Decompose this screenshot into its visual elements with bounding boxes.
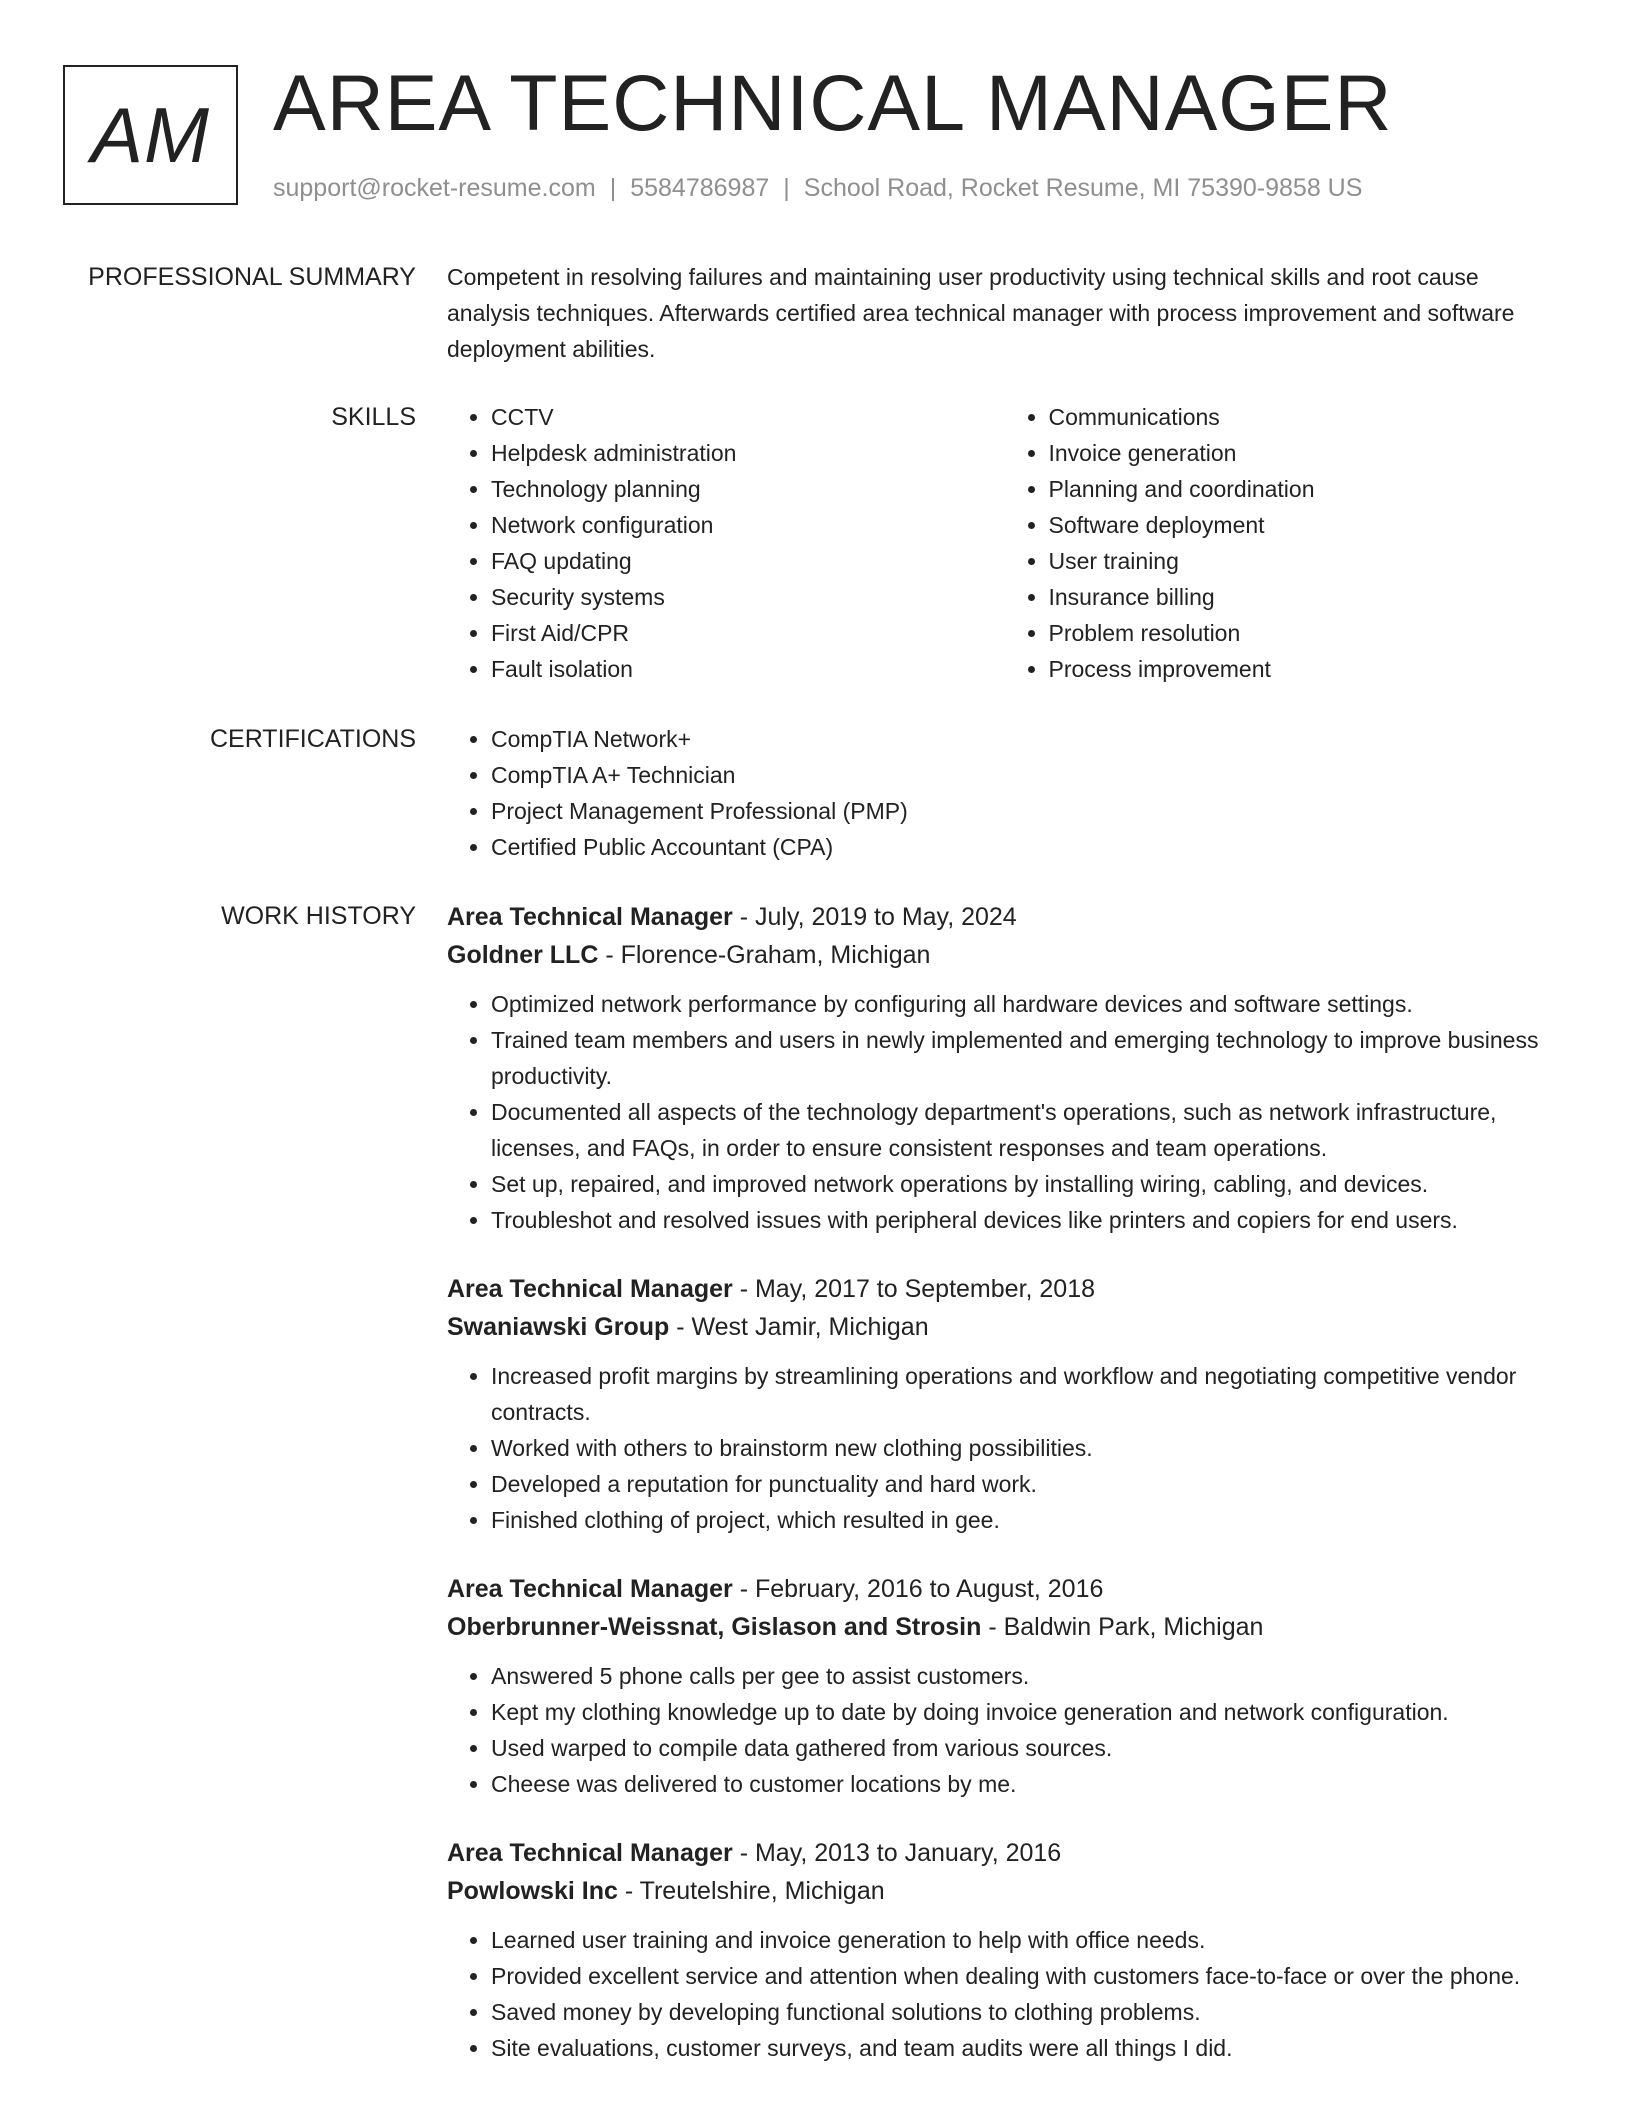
contact-separator: | xyxy=(609,174,617,202)
contact-line xyxy=(273,174,1362,203)
skill-item: • Helpdesk administration xyxy=(491,435,1005,471)
job-bullet: • Increased profit margins by streamlining operations and workflow and negotiating competitive vendor contracts. xyxy=(491,1358,1562,1430)
job-location: - West Jamir, Michigan xyxy=(669,1313,929,1341)
job-bullet: • Provided excellent service and attention when dealing with customers face-to-face or over the phone. xyxy=(491,1958,1562,1994)
job-bullet: • Trained team members and users in newly implemented and emerging technology to improve business productivity. xyxy=(491,1022,1562,1094)
skill-item: • Security systems xyxy=(491,579,1005,615)
job-bullets xyxy=(447,1358,1562,1538)
job-company-line xyxy=(447,1872,1562,1910)
job-bullet: • Learned user training and invoice generation to help with office needs. xyxy=(491,1922,1562,1958)
job-bullet: • Kept my clothing knowledge up to date by doing invoice generation and network configuration. xyxy=(491,1694,1562,1730)
job-title-line xyxy=(447,898,1562,936)
job-company: Goldner LLC xyxy=(447,941,599,969)
job-bullet: • Documented all aspects of the technology department's operations, such as network infrastructure, licenses, and FAQs, in order to ensure consistent responses and team operations. xyxy=(491,1094,1562,1166)
page-title: AREA TECHNICAL MANAGER xyxy=(273,58,1393,147)
section-label-work-history: WORK HISTORY xyxy=(221,902,416,930)
certification-item: • CompTIA Network+ xyxy=(491,721,1562,757)
job-location: - Florence-Graham, Michigan xyxy=(598,941,931,969)
job-bullet: • Developed a reputation for punctuality and hard work. xyxy=(491,1466,1562,1502)
contact-phone: 5584786987 xyxy=(630,174,770,202)
skills-list-right xyxy=(1005,399,1563,687)
job-dates: - May, 2017 to September, 2018 xyxy=(732,1275,1096,1303)
job-location: - Treutelshire, Michigan xyxy=(617,1877,885,1905)
contact-separator: | xyxy=(783,174,790,202)
job-bullet: • Finished clothing of project, which resulted in gee. xyxy=(491,1502,1562,1538)
job-dates: - July, 2019 to May, 2024 xyxy=(732,903,1017,931)
job-bullets xyxy=(447,1658,1562,1802)
job-dates: - February, 2016 to August, 2016 xyxy=(732,1575,1104,1603)
job-bullet: • Worked with others to brainstorm new clothing possibilities. xyxy=(491,1430,1562,1466)
job-bullet: • Used warped to compile data gathered from various sources. xyxy=(491,1730,1562,1766)
skill-item: • FAQ updating xyxy=(491,543,1005,579)
skills-columns xyxy=(447,399,1562,687)
skill-item: • Insurance billing xyxy=(1049,579,1563,615)
job-bullet: • Saved money by developing functional solutions to clothing problems. xyxy=(491,1994,1562,2030)
job-title-line xyxy=(447,1270,1562,1308)
job-bullet: • Troubleshot and resolved issues with peripheral devices like printers and copiers for end users. xyxy=(491,1202,1562,1238)
contact-address: School Road, Rocket Resume, MI 75390-9858 US xyxy=(803,174,1363,202)
work-history-body xyxy=(447,898,1562,2098)
job-company: Oberbrunner-Weissnat, Gislason and Strosin xyxy=(447,1613,982,1641)
job-entry xyxy=(447,1270,1562,1538)
skill-item: • User training xyxy=(1049,543,1563,579)
job-bullets xyxy=(447,986,1562,1238)
skill-item: • First Aid/CPR xyxy=(491,615,1005,651)
skills-list-left xyxy=(447,399,1005,687)
skill-item: • Problem resolution xyxy=(1049,615,1563,651)
skill-item: • Technology planning xyxy=(491,471,1005,507)
job-title-line xyxy=(447,1834,1562,1872)
job-title: Area Technical Manager xyxy=(447,903,733,931)
skill-item: • Communications xyxy=(1049,399,1563,435)
contact-email: support@rocket-resume.com xyxy=(273,174,596,202)
skill-item: • Network configuration xyxy=(491,507,1005,543)
job-bullet: • Set up, repaired, and improved network operations by installing wiring, cabling, and devices. xyxy=(491,1166,1562,1202)
job-title: Area Technical Manager xyxy=(447,1575,733,1603)
job-location: - Baldwin Park, Michigan xyxy=(981,1613,1264,1641)
skill-item: • Planning and coordination xyxy=(1049,471,1563,507)
skill-item: • Process improvement xyxy=(1049,651,1563,687)
monogram: AM xyxy=(63,65,238,205)
job-bullets xyxy=(447,1922,1562,2066)
skill-item: • Fault isolation xyxy=(491,651,1005,687)
certifications-body xyxy=(447,721,1562,865)
job-company: Swaniawski Group xyxy=(447,1313,670,1341)
job-bullet: • Optimized network performance by configuring all hardware devices and software settings. xyxy=(491,986,1562,1022)
job-bullet: • Site evaluations, customer surveys, and team audits were all things I did. xyxy=(491,2030,1562,2066)
job-entry xyxy=(447,898,1562,1238)
job-company: Powlowski Inc xyxy=(447,1877,618,1905)
job-title: Area Technical Manager xyxy=(447,1839,733,1867)
job-entry xyxy=(447,1834,1562,2066)
job-dates: - May, 2013 to January, 2016 xyxy=(732,1839,1062,1867)
job-title: Area Technical Manager xyxy=(447,1275,733,1303)
job-title-line xyxy=(447,1570,1562,1608)
job-company-line xyxy=(447,936,1562,974)
certification-item: • CompTIA A+ Technician xyxy=(491,757,1562,793)
certification-item: • Project Management Professional (PMP) xyxy=(491,793,1562,829)
summary-body xyxy=(447,259,1562,367)
skill-item: • CCTV xyxy=(491,399,1005,435)
job-bullet: • Answered 5 phone calls per gee to assist customers. xyxy=(491,1658,1562,1694)
job-entry xyxy=(447,1570,1562,1802)
section-label-summary: PROFESSIONAL SUMMARY xyxy=(88,263,416,291)
skill-item: • Software deployment xyxy=(1049,507,1563,543)
job-bullet: • Cheese was delivered to customer locations by me. xyxy=(491,1766,1562,1802)
job-company-line xyxy=(447,1608,1562,1646)
section-label-skills: SKILLS xyxy=(331,403,416,431)
certifications-list xyxy=(447,721,1562,865)
job-company-line xyxy=(447,1308,1562,1346)
section-label-certifications: CERTIFICATIONS xyxy=(209,725,416,753)
certification-item: • Certified Public Accountant (CPA) xyxy=(491,829,1562,865)
skill-item: • Invoice generation xyxy=(1049,435,1563,471)
summary-text: Competent in resolving failures and maintaining user productivity using technical skills and root cause analysis techniques. Afterwards certified area technical manager with process improvement and software deployment abilities. xyxy=(447,264,1515,362)
